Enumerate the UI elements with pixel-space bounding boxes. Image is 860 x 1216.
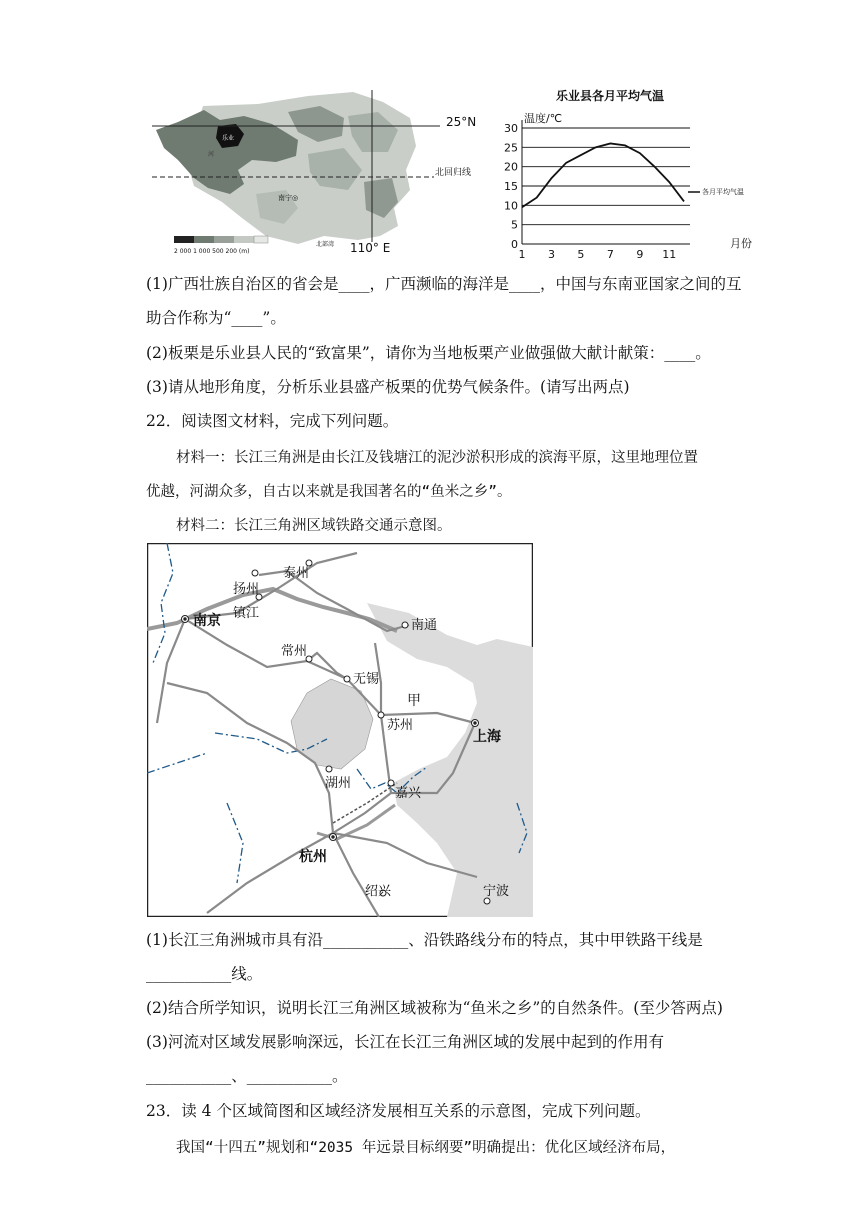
lat-25n-label: 25°N	[446, 115, 477, 129]
guangxi-map	[148, 86, 488, 264]
q21-part1-line2: 助合作称为“____”。	[146, 309, 286, 327]
q21-part1-line1: (1)广西壮族自治区的省会是____，广西濒临的海洋是____，中国与东南亚国家之间的互	[146, 275, 742, 293]
y-tick-label: 20	[504, 160, 518, 174]
city-nanjing: 南京	[193, 613, 221, 629]
nanning-label: 南宁◎	[278, 194, 299, 202]
y-tick-label: 30	[504, 122, 518, 135]
q23-intro: 我国“十四五”规划和“2035 年远景目标纲要”明确提出：优化区域经济布局，	[176, 1140, 676, 1156]
x-axis-label: 月份	[730, 237, 752, 250]
q23-title: 23．读 4 个区域简图和区域经济发展相互关系的示意图，完成下列问题。	[146, 1102, 651, 1120]
city-changzhou: 常州	[281, 644, 308, 659]
x-tick-label: 1	[518, 248, 526, 260]
y-tick-label: 15	[504, 180, 518, 193]
q22-material2: 材料二：长江三角洲区域铁路交通示意图。	[176, 518, 452, 534]
y-tick-label: 5	[511, 218, 518, 232]
city-yangzhou: 扬州	[233, 582, 260, 597]
bay-label: 北部湾	[316, 241, 335, 248]
q22-title: 22．阅读图文材料，完成下列问题。	[146, 412, 399, 430]
q21-part2: (2)板栗是乐业县人民的“致富果”，请你为当地板栗产业做强做大献计献策：____。	[146, 344, 711, 362]
x-tick-label: 7	[606, 248, 614, 260]
city-suzhou: 苏州	[387, 718, 414, 733]
city-taizhou: 泰州	[283, 566, 310, 581]
y-tick-label: 0	[511, 238, 518, 251]
tropic-label: 北回归线	[435, 168, 472, 178]
q22-material1-line2: 优越，河湖众多，自古以来就是我国著名的“鱼米之乡”。	[146, 484, 512, 500]
yangtze-delta-rail-map	[147, 543, 533, 917]
city-nantong: 南通	[411, 618, 438, 633]
city-ningbo: 宁波	[483, 884, 510, 899]
temperature-chart	[498, 82, 762, 260]
y-tick-label: 10	[504, 199, 518, 213]
q22-material1-line1: 材料一：长江三角洲是由长江及钱塘江的泥沙淤积形成的滨海平原，这里地理位置	[176, 450, 698, 466]
q21-part3: (3)请从地形角度，分析乐业县盛产板栗的优势气候条件。(请写出两点)	[146, 378, 630, 396]
river-label: 河	[208, 151, 215, 158]
x-tick-label: 3	[547, 248, 555, 260]
elevation-legend	[174, 236, 268, 255]
railway-jia-label: 甲	[407, 693, 421, 709]
city-hangzhou: 杭州	[299, 849, 327, 865]
x-tick-label: 9	[636, 248, 644, 260]
leye-label: 乐业	[222, 135, 235, 142]
city-shaoxing: 绍兴	[365, 884, 392, 899]
city-wuxi: 无锡	[353, 672, 380, 687]
city-huzhou: 湖州	[325, 776, 352, 791]
chart-title: 乐业县各月平均气温	[556, 89, 665, 103]
q22-part1-line1: (1)长江三角洲城市具有沿___________、沿铁路线分布的特点，其中甲铁路干线是	[146, 931, 703, 949]
city-shanghai: 上海	[473, 729, 501, 745]
x-tick-label: 5	[577, 248, 585, 260]
q22-part1-line2: ___________线。	[146, 965, 263, 983]
y-axis-label: 温度/℃	[524, 112, 563, 125]
q22-part2: (2)结合所学知识，说明长江三角洲区域被称为“鱼米之乡”的自然条件。(至少答两点)	[146, 999, 723, 1017]
lon-110e-label: 110° E	[350, 241, 391, 255]
city-jiaxing: 嘉兴	[395, 786, 422, 801]
y-tick-label: 25	[504, 141, 518, 155]
city-zhenjiang: 镇江	[233, 606, 260, 621]
q22-part3-line1: (3)河流对区域发展影响深远，长江在长江三角洲区域的发展中起到的作用有	[146, 1033, 664, 1051]
legend-values: 2 000 1 000 500 200 (m)	[174, 248, 250, 255]
series-line-monthly-temp	[522, 143, 684, 207]
q22-part3-line2: ___________、___________。	[146, 1067, 348, 1085]
x-tick-label: 11	[662, 248, 677, 260]
legend-label: 各月平均气温	[702, 188, 744, 196]
